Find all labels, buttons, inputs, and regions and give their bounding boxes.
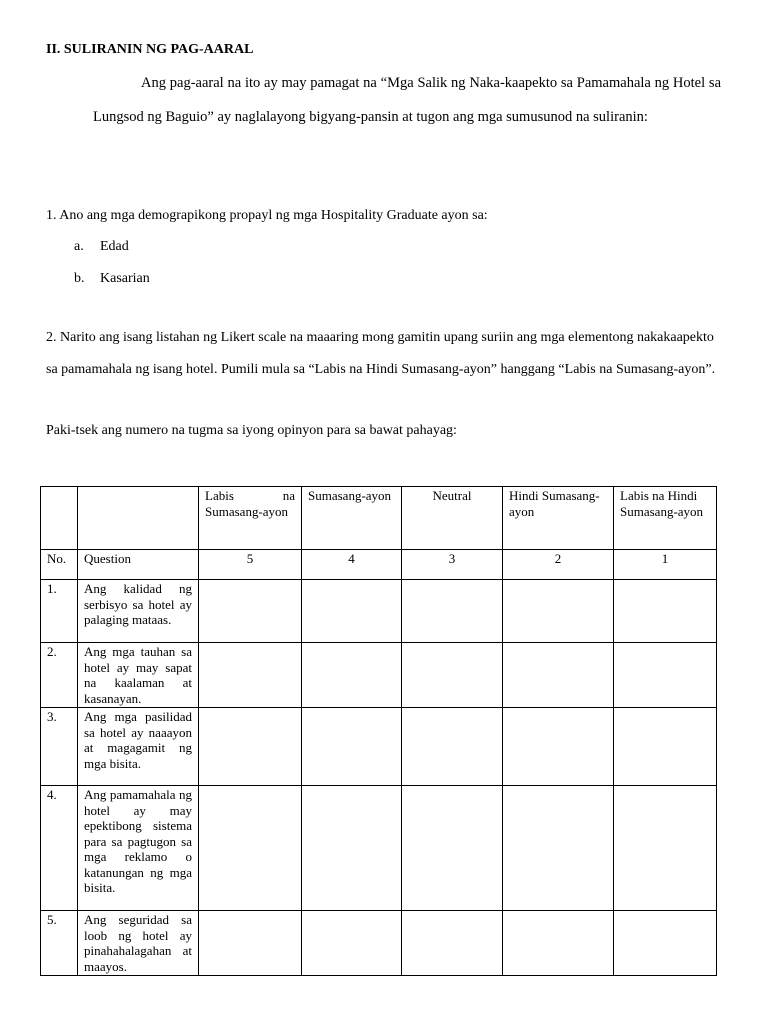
row-question: Ang seguridad sa loob ng hotel ay pinahahalagahan at maayos. — [78, 911, 199, 976]
check-cell-5[interactable] — [199, 911, 302, 976]
row-question: Ang kalidad ng serbisyo sa hotel ay palaging mataas. — [78, 580, 199, 643]
check-cell-4[interactable] — [302, 643, 402, 708]
question-1: 1. Ano ang mga demograpikong propayl ng mga Hospitality Graduate ayon sa: — [46, 208, 488, 223]
likert-table — [40, 486, 717, 976]
scale-label-1: Labis na Hindi Sumasang-ayon — [614, 487, 717, 550]
no-header: No. — [41, 550, 78, 580]
question-header: Question — [78, 550, 199, 580]
empty-cell — [41, 487, 78, 550]
row-number: 2. — [41, 643, 78, 708]
row-number: 5. — [41, 911, 78, 976]
check-cell-1[interactable] — [614, 643, 717, 708]
check-cell-5[interactable] — [199, 643, 302, 708]
scale-label-5: Labis na Sumasang-ayon — [199, 487, 302, 550]
check-cell-4[interactable] — [302, 708, 402, 786]
section-heading: II. SULIRANIN NG PAG-AARAL — [46, 42, 254, 57]
check-cell-2[interactable] — [503, 708, 614, 786]
scale-value-4: 4 — [302, 550, 402, 580]
table-row — [41, 708, 717, 786]
instruction-text: Paki-tsek ang numero na tugma sa iyong opinyon para sa bawat pahayag: — [46, 423, 457, 438]
check-cell-1[interactable] — [614, 580, 717, 643]
check-cell-4[interactable] — [302, 911, 402, 976]
row-question: Ang mga tauhan sa hotel ay may sapat na kaalaman at kasanayan. — [78, 643, 199, 708]
check-cell-4[interactable] — [302, 580, 402, 643]
table-row — [41, 911, 717, 976]
option-letter: b. — [74, 271, 85, 286]
check-cell-5[interactable] — [199, 708, 302, 786]
row-question: Ang mga pasilidad sa hotel ay naaayon at magagamit ng mga bisita. — [78, 708, 199, 786]
scale-value-2: 2 — [503, 550, 614, 580]
scale-value-5: 5 — [199, 550, 302, 580]
check-cell-5[interactable] — [199, 580, 302, 643]
check-cell-5[interactable] — [199, 786, 302, 911]
row-number: 4. — [41, 786, 78, 911]
table-row — [41, 643, 717, 708]
scale-label-2: Hindi Sumasang-ayon — [503, 487, 614, 550]
scale-label-3: Neutral — [402, 487, 503, 550]
row-question: Ang pamamahala ng hotel ay may epektibong sistema para sa pagtugon sa mga reklamo o katanungan ng mga bisita. — [78, 786, 199, 911]
check-cell-2[interactable] — [503, 643, 614, 708]
option-label: Kasarian — [100, 271, 150, 286]
check-cell-1[interactable] — [614, 911, 717, 976]
scale-label-4: Sumasang-ayon — [302, 487, 402, 550]
option-a — [74, 239, 129, 255]
table-row — [41, 580, 717, 643]
table-row — [41, 786, 717, 911]
header-row — [41, 550, 717, 580]
empty-cell — [78, 487, 199, 550]
option-b — [74, 271, 150, 287]
check-cell-2[interactable] — [503, 580, 614, 643]
check-cell-1[interactable] — [614, 708, 717, 786]
check-cell-3[interactable] — [402, 580, 503, 643]
check-cell-3[interactable] — [402, 911, 503, 976]
option-letter: a. — [74, 239, 84, 254]
scale-value-1: 1 — [614, 550, 717, 580]
check-cell-2[interactable] — [503, 786, 614, 911]
scale-value-3: 3 — [402, 550, 503, 580]
check-cell-1[interactable] — [614, 786, 717, 911]
check-cell-2[interactable] — [503, 911, 614, 976]
check-cell-3[interactable] — [402, 708, 503, 786]
check-cell-3[interactable] — [402, 786, 503, 911]
option-label: Edad — [100, 239, 129, 254]
scale-label-row — [41, 487, 717, 550]
question-2: 2. Narito ang isang listahan ng Likert scale na maaaring mong gamitin upang suriin ang mga elementong nakakaapekto sa pamamahala ng isang hotel. Pumili mula sa “Labis na Hindi Sumasang-ayon” hanggang “Labis na Sumasang-ayon”. — [46, 330, 716, 377]
row-number: 3. — [41, 708, 78, 786]
check-cell-3[interactable] — [402, 643, 503, 708]
intro-paragraph: Ang pag-aaral na ito ay may pamagat na “Mga Salik ng Naka-kaapekto sa Pamamahala ng Hotel sa Lungsod ng Baguio” ay naglalayong bigyang-pansin at tugon ang mga sumusunod na suliranin: — [93, 75, 721, 125]
row-number: 1. — [41, 580, 78, 643]
check-cell-4[interactable] — [302, 786, 402, 911]
